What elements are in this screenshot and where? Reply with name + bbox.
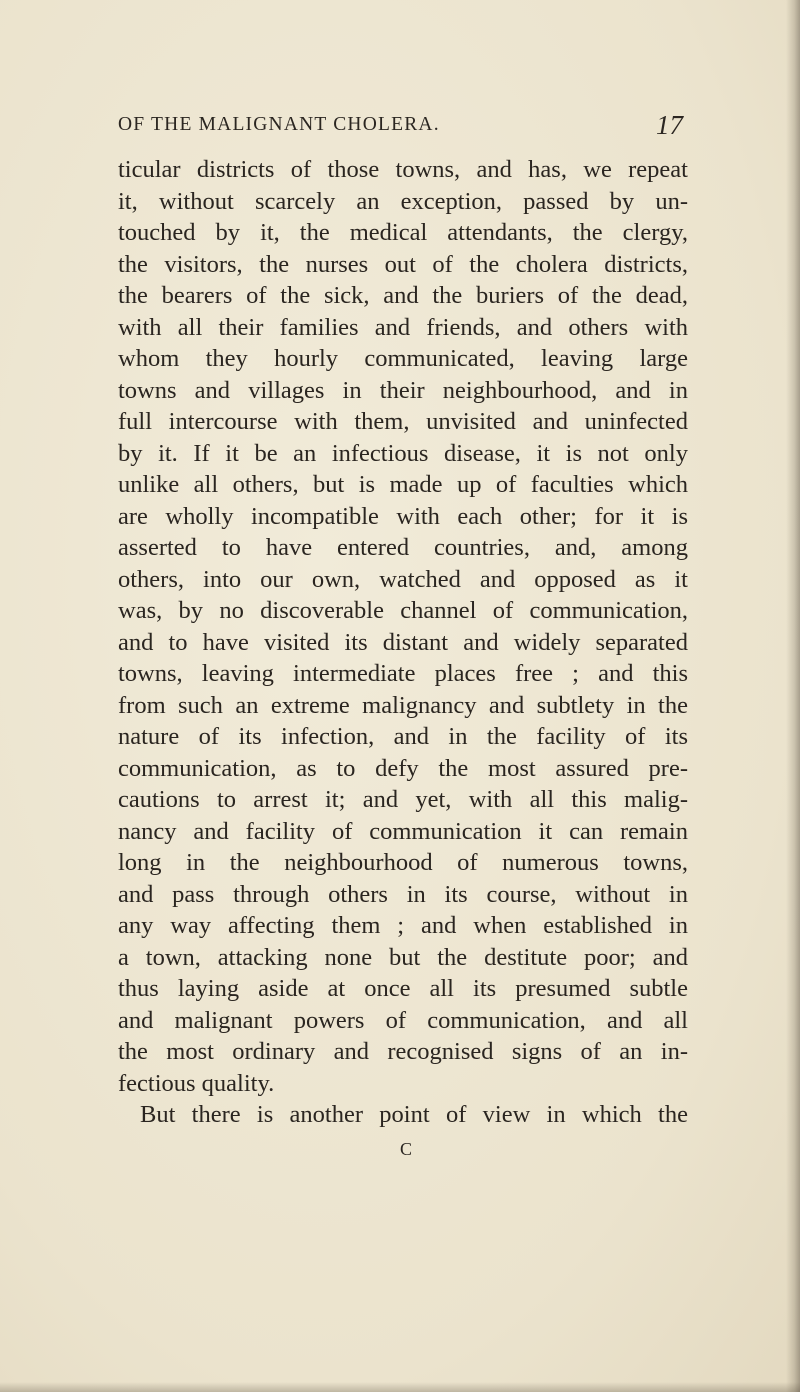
body-text <box>118 154 688 1131</box>
text-line: with all their families and friends, and others with <box>118 313 688 341</box>
text-line: touched by it, the medical attendants, the clergy, <box>118 219 688 246</box>
text-line: asserted to have entered countries, and, among <box>118 534 688 561</box>
paragraph-start-line: But there is another point of view in which the <box>140 1101 688 1128</box>
text-line: others, into our own, watched and opposed as it <box>118 565 688 593</box>
text-line: nancy and facility of communication it can remain <box>118 817 688 845</box>
text-line: nature of its infection, and in the facility of its <box>118 723 688 750</box>
text-line: was, by no discoverable channel of communication, <box>118 597 688 624</box>
text-line: any way affecting them ; and when established in <box>118 912 688 939</box>
text-line: thus laying aside at once all its presumed subtle <box>118 975 688 1002</box>
text-line: are wholly incompatible with each other; for it is <box>118 502 688 530</box>
text-line: the most ordinary and recognised signs of an in- <box>118 1038 688 1065</box>
text-line: towns, leaving intermediate places free ; and this <box>118 660 688 687</box>
text-line: ticular districts of those towns, and has, we repeat <box>118 156 688 183</box>
signature-mark: C <box>400 1139 413 1159</box>
text-line: and pass through others in its course, without in <box>118 880 688 908</box>
text-line: and malignant powers of communication, and all <box>118 1006 688 1034</box>
text-line: from such an extreme malignancy and subtlety in the <box>118 691 688 719</box>
text-line: it, without scarcely an exception, passed by un- <box>118 187 688 215</box>
text-line: cautions to arrest it; and yet, with all this malig- <box>118 786 688 813</box>
text-line: long in the neighbourhood of numerous towns, <box>118 849 688 876</box>
text-line: unlike all others, but is made up of faculties which <box>118 471 688 498</box>
text-line: towns and villages in their neighbourhood, and in <box>118 376 688 404</box>
paragraph-end-line: fectious quality. <box>118 1069 275 1097</box>
text-line: whom they hourly communicated, leaving large <box>118 345 688 372</box>
page-number: 17 <box>656 110 683 140</box>
text-line: a town, attacking none but the destitute poor; and <box>118 943 688 971</box>
text-line: and to have visited its distant and widely separated <box>118 628 688 656</box>
page-bottom-shadow <box>0 1382 800 1392</box>
text-line: the visitors, the nurses out of the cholera districts, <box>118 250 688 278</box>
running-title: OF THE MALIGNANT CHOLERA. <box>118 114 440 135</box>
page-edge-shadow <box>786 0 800 1392</box>
text-line: full intercourse with them, unvisited and uninfected <box>118 408 688 435</box>
running-head <box>118 112 683 142</box>
text-line: communication, as to defy the most assured pre- <box>118 754 688 782</box>
text-line: the bearers of the sick, and the buriers of the dead, <box>118 282 688 309</box>
text-line: by it. If it be an infectious disease, it is not only <box>118 439 688 467</box>
